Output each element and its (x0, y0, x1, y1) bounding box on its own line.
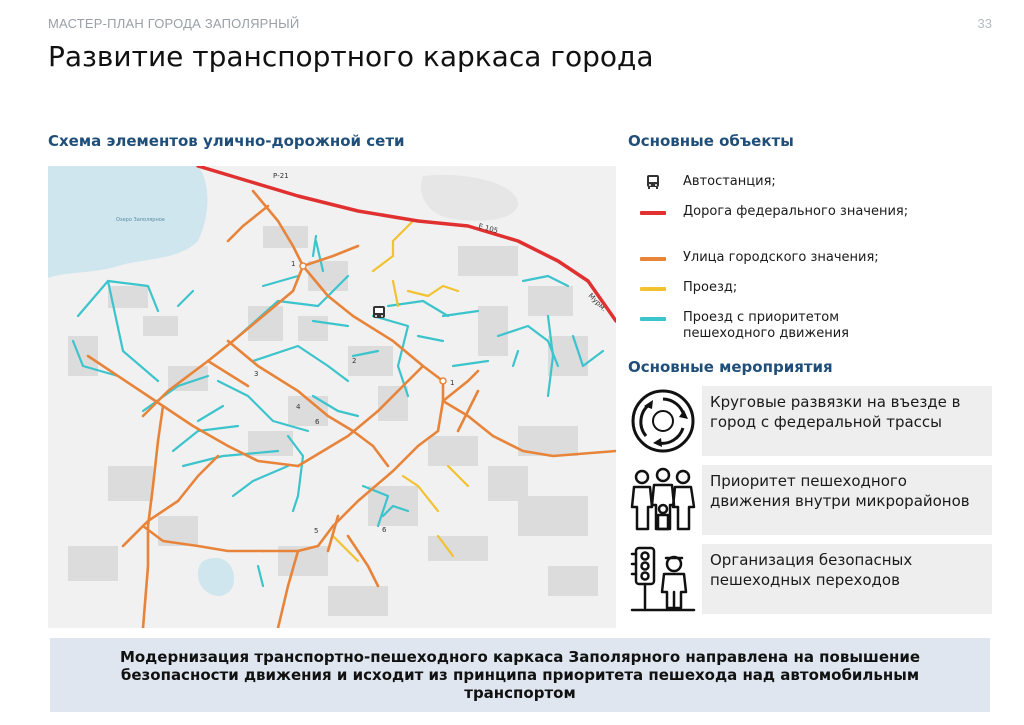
pedestrian-family-icon (628, 465, 698, 535)
map-node-label-1b: 1 (450, 379, 455, 387)
roundabout-icon (628, 386, 698, 456)
map-lake-label: Озеро Заполярное (116, 217, 165, 223)
measure-roundabouts (628, 386, 992, 456)
driveway-line-icon (640, 287, 666, 291)
measure-text-box: Организация безопасных пешеходных переходов (702, 544, 992, 614)
map-node-label-2: 2 (352, 357, 357, 365)
measure-text-box: Круговые развязки на въезде в город с федеральной трассы (702, 386, 992, 456)
map-node-label-3: 3 (254, 370, 259, 378)
map-heading: Схема элементов улично-дорожной сети (48, 132, 405, 150)
map-node-label-5: 5 (314, 527, 319, 535)
map-node-label-6b: 6 (382, 526, 387, 534)
map-road-label-murm: Мурм. (586, 291, 608, 314)
federal-road-line-icon (640, 211, 666, 215)
legend-item-driveway (640, 280, 738, 295)
legend-item-pedestrian-priority (640, 310, 849, 341)
city-street-line-icon (640, 257, 666, 261)
map-node-label-6a: 6 (315, 418, 320, 426)
traffic-light-pedestrian-icon (628, 544, 698, 614)
bus-station-marker (373, 306, 385, 318)
legend-item-bus-station (640, 174, 776, 190)
legend-label: Проезд; (683, 280, 738, 295)
map-node-label-4: 4 (296, 403, 301, 411)
legend-item-federal-road (640, 204, 909, 219)
page-title: Развитие транспортного каркаса города (48, 40, 654, 73)
map-road-label-e105: E 105 (477, 222, 499, 236)
document-header-label: МАСТЕР-ПЛАН ГОРОДА ЗАПОЛЯРНЫЙ (48, 16, 300, 31)
pedestrian-priority-line-icon (640, 317, 666, 321)
legend-item-city-street (640, 250, 879, 265)
measure-text-box: Приоритет пешеходного движения внутри микрорайонов (702, 465, 992, 535)
measures-heading: Основные мероприятия (628, 358, 833, 376)
summary-banner-text: Модернизация транспортно-пешеходного каркаса Заполярного направлена на повышение безопасности движения и исходит из принципа приоритета пешехода над автомобильным транспортом (119, 648, 921, 702)
summary-banner (50, 638, 990, 712)
measure-safe-crossings (628, 544, 992, 614)
legend-label: Улица городского значения; (683, 250, 879, 265)
legend-label: Дорога федерального значения; (683, 204, 909, 219)
legend-label: Проезд с приоритетом пешеходного движения (683, 310, 849, 341)
street-network-map (48, 166, 616, 628)
map-road-label-r21: Р-21 (273, 172, 289, 180)
measure-pedestrian-priority (628, 465, 992, 535)
page-number: 33 (977, 16, 992, 31)
map-node-label-1a: 1 (291, 260, 296, 268)
legend-label: Автостанция; (683, 174, 776, 189)
objects-heading: Основные объекты (628, 132, 794, 150)
bus-icon (645, 174, 661, 190)
